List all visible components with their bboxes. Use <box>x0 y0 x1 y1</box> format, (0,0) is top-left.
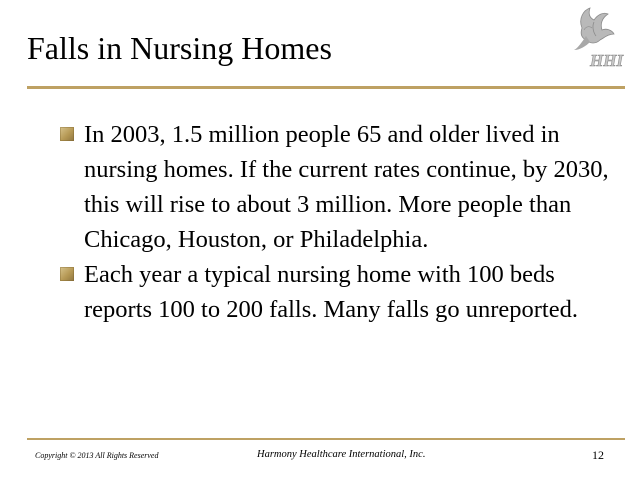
bullet-item <box>60 117 610 257</box>
square-bullet-icon <box>60 127 74 141</box>
square-bullet-icon <box>60 267 74 281</box>
bullet-text: In 2003, 1.5 million people 65 and older lived in nursing homes. If the current rates continue, by 2030, this will rise to about 3 million. More people than Chicago, Houston, or Philadelphia. <box>84 121 609 253</box>
bullet-item <box>60 257 610 327</box>
company-logo <box>560 6 626 74</box>
page-number: 12 <box>592 448 604 462</box>
copyright-notice: Copyright © 2013 All Rights Reserved <box>35 451 159 460</box>
bullet-text: Each year a typical nursing home with 100 beds reports 100 to 200 falls. Many falls go unreported. <box>84 261 578 323</box>
title-divider <box>27 86 625 89</box>
footer-divider <box>27 438 625 440</box>
slide-title: Falls in Nursing Homes <box>27 30 332 66</box>
bullet-list <box>60 117 610 327</box>
dove-icon <box>560 6 626 74</box>
logo-text: HHI <box>590 51 624 70</box>
company-name: Harmony Healthcare International, Inc. <box>257 449 426 460</box>
